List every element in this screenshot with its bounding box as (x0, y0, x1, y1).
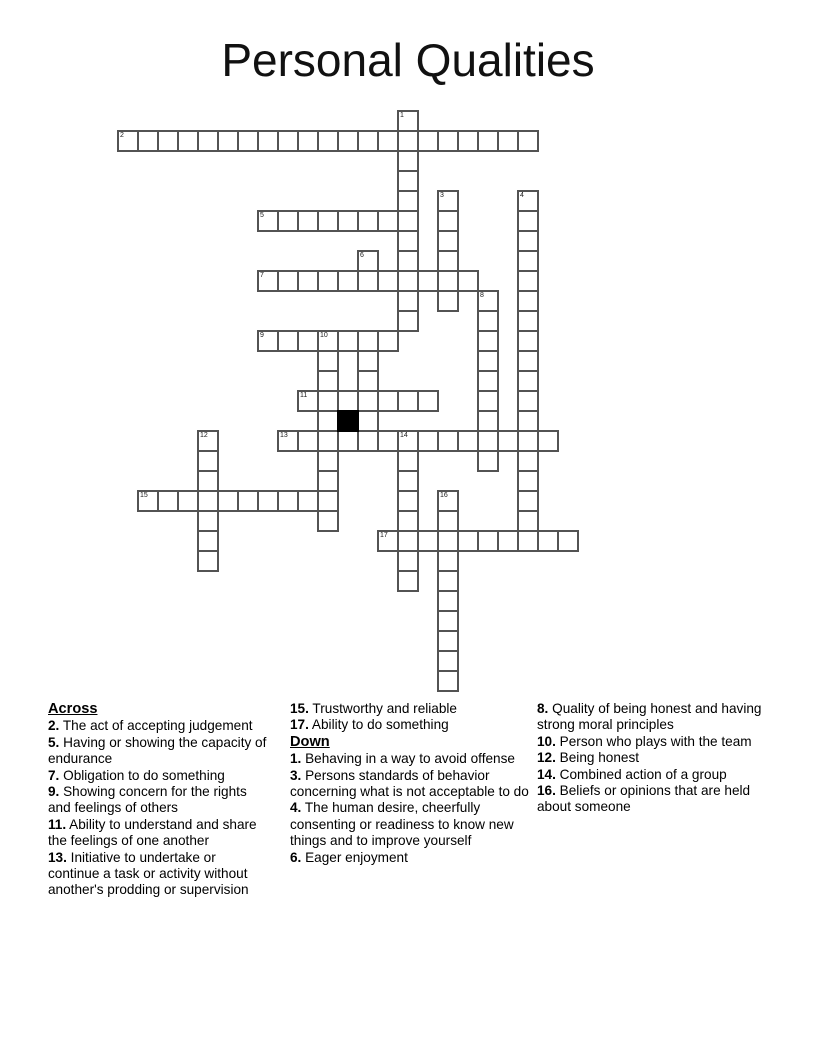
grid-cell[interactable] (357, 410, 379, 432)
clue-text: Combined action of a group (555, 766, 727, 782)
grid-cell[interactable] (397, 130, 419, 152)
cell-number: 12 (200, 432, 208, 439)
grid-cell[interactable] (357, 390, 379, 412)
grid-cell[interactable] (377, 430, 399, 452)
grid-cell[interactable] (517, 330, 539, 352)
grid-cell[interactable] (297, 490, 319, 512)
grid-cell[interactable] (357, 250, 379, 272)
grid-cell[interactable] (317, 430, 339, 452)
grid-cell[interactable] (477, 390, 499, 412)
grid-cell[interactable] (277, 490, 299, 512)
grid-cell[interactable] (437, 270, 459, 292)
cell-number: 10 (320, 332, 328, 339)
grid-cell[interactable] (177, 130, 199, 152)
clue-text: Quality of being honest and having strong moral principles (537, 701, 762, 733)
grid-cell[interactable] (297, 130, 319, 152)
grid-cell[interactable] (357, 430, 379, 452)
grid-cell[interactable] (257, 490, 279, 512)
grid-cell[interactable] (397, 510, 419, 532)
grid-cell[interactable] (497, 130, 519, 152)
grid-cell[interactable] (317, 510, 339, 532)
grid-cell[interactable] (437, 430, 459, 452)
clue-item (48, 768, 268, 784)
grid-cell[interactable] (377, 390, 399, 412)
clue-text: Behaving in a way to avoid offense (301, 751, 515, 767)
grid-cell[interactable] (337, 390, 359, 412)
clue-number: 7. (48, 767, 60, 783)
clue-number: 17. (290, 717, 309, 733)
clue-number: 16. (537, 783, 556, 799)
clue-item (290, 850, 530, 866)
grid-cell[interactable] (437, 670, 459, 692)
clue-number: 14. (537, 766, 556, 782)
cell-number: 16 (440, 492, 448, 499)
clue-item (290, 768, 530, 801)
grid-cell[interactable] (497, 430, 519, 452)
grid-cell[interactable] (317, 490, 339, 512)
grid-cell[interactable] (297, 330, 319, 352)
across-header: Across (48, 701, 98, 717)
grid-cell[interactable] (557, 530, 579, 552)
grid-cell[interactable] (437, 490, 459, 512)
clue-text: Being honest (555, 750, 640, 766)
cell-number: 9 (260, 332, 264, 339)
grid-cell[interactable] (117, 130, 139, 152)
clue-item (537, 734, 763, 750)
grid-cell[interactable] (177, 490, 199, 512)
cell-number: 4 (520, 192, 524, 199)
grid-cell[interactable] (197, 450, 219, 472)
grid-cell[interactable] (417, 530, 439, 552)
grid-cell[interactable] (517, 290, 539, 312)
grid-cell[interactable] (517, 350, 539, 372)
grid-cell[interactable] (437, 570, 459, 592)
clue-text: The act of accepting judgement (59, 718, 253, 734)
grid-cell[interactable] (477, 330, 499, 352)
clue-number: 9. (48, 784, 60, 800)
clue-text: Initiative to undertake or continue a task or activity without another's prodding or supervision (48, 849, 249, 898)
grid-cell[interactable] (277, 130, 299, 152)
cell-number: 14 (400, 432, 408, 439)
clue-item (48, 718, 268, 734)
down-header: Down (290, 733, 330, 750)
grid-cell[interactable] (397, 190, 419, 212)
grid-cell[interactable] (277, 430, 299, 452)
grid-cell[interactable] (477, 410, 499, 432)
grid-cell[interactable] (217, 490, 239, 512)
clue-item (48, 817, 268, 850)
grid-cell[interactable] (257, 330, 279, 352)
clue-text: Ability to understand and share the feelings of one another (48, 816, 257, 849)
grid-cell[interactable] (197, 510, 219, 532)
clue-item (290, 701, 530, 717)
grid-cell[interactable] (477, 430, 499, 452)
grid-cell[interactable] (317, 390, 339, 412)
clue-item (48, 850, 268, 899)
grid-cell[interactable] (397, 450, 419, 472)
grid-cell[interactable] (397, 270, 419, 292)
cell-number: 8 (480, 292, 484, 299)
grid-cell[interactable] (317, 370, 339, 392)
grid-cell[interactable] (477, 450, 499, 472)
cell-number: 7 (260, 272, 264, 279)
grid-cell[interactable] (377, 530, 399, 552)
grid-cell[interactable] (397, 470, 419, 492)
grid-cell[interactable] (277, 330, 299, 352)
grid-cell[interactable] (477, 130, 499, 152)
grid-cell[interactable] (417, 430, 439, 452)
grid-cell[interactable] (337, 210, 359, 232)
grid-cell[interactable] (437, 610, 459, 632)
clue-number: 2. (48, 718, 60, 734)
grid-cell[interactable] (457, 130, 479, 152)
grid-cell[interactable] (517, 530, 539, 552)
grid-cell[interactable] (397, 290, 419, 312)
grid-cell[interactable] (437, 650, 459, 672)
grid-cell[interactable] (317, 270, 339, 292)
grid-cell[interactable] (237, 130, 259, 152)
clue-item (290, 717, 530, 733)
grid-cell[interactable] (357, 270, 379, 292)
grid-cell[interactable] (257, 210, 279, 232)
grid-cell[interactable] (377, 270, 399, 292)
grid-cell[interactable] (337, 330, 359, 352)
clue-item (290, 800, 530, 849)
grid-cell[interactable] (417, 130, 439, 152)
clue-text: Obligation to do something (59, 767, 225, 783)
grid-cell[interactable] (317, 210, 339, 232)
blocked-cell (337, 410, 359, 432)
grid-cell[interactable] (317, 450, 339, 472)
grid-cell[interactable] (157, 130, 179, 152)
cell-number: 17 (380, 532, 388, 539)
cell-number: 13 (280, 432, 288, 439)
grid-cell[interactable] (257, 270, 279, 292)
clue-item (48, 735, 268, 768)
grid-cell[interactable] (497, 530, 519, 552)
grid-cell[interactable] (477, 530, 499, 552)
clue-number: 1. (290, 751, 302, 767)
grid-cell[interactable] (397, 530, 419, 552)
grid-cell[interactable] (517, 210, 539, 232)
grid-cell[interactable] (517, 470, 539, 492)
clue-number: 5. (48, 734, 60, 750)
grid-cell[interactable] (437, 130, 459, 152)
grid-cell[interactable] (357, 370, 379, 392)
grid-cell[interactable] (517, 390, 539, 412)
grid-cell[interactable] (517, 270, 539, 292)
cell-number: 1 (400, 112, 404, 119)
clue-text: The human desire, cheerfully consenting or readiness to know new things and to improve yourself (290, 800, 514, 849)
grid-cell[interactable] (437, 250, 459, 272)
grid-cell[interactable] (397, 390, 419, 412)
grid-cell[interactable] (337, 130, 359, 152)
grid-cell[interactable] (337, 430, 359, 452)
grid-cell[interactable] (197, 530, 219, 552)
cell-number: 5 (260, 212, 264, 219)
grid-cell[interactable] (517, 230, 539, 252)
grid-cell[interactable] (357, 330, 379, 352)
grid-cell[interactable] (437, 530, 459, 552)
clue-text: Eager enjoyment (301, 849, 408, 865)
clue-number: 15. (290, 701, 309, 716)
clue-column-2 (290, 701, 530, 866)
puzzle-title: Personal Qualities (221, 34, 595, 86)
clue-text: Having or showing the capacity of endurance (48, 734, 267, 767)
grid-cell[interactable] (297, 390, 319, 412)
grid-cell[interactable] (357, 350, 379, 372)
clue-item (537, 767, 763, 783)
grid-cell[interactable] (517, 310, 539, 332)
cell-number: 6 (360, 252, 364, 259)
clue-column-1 (48, 701, 268, 899)
grid-cell[interactable] (537, 430, 559, 452)
grid-cell[interactable] (397, 170, 419, 192)
grid-cell[interactable] (437, 510, 459, 532)
grid-cell[interactable] (397, 230, 419, 252)
grid-cell[interactable] (437, 230, 459, 252)
grid-cell[interactable] (397, 250, 419, 272)
grid-cell[interactable] (297, 210, 319, 232)
clue-item (48, 784, 268, 817)
grid-cell[interactable] (397, 550, 419, 572)
grid-cell[interactable] (397, 430, 419, 452)
grid-cell[interactable] (137, 130, 159, 152)
clue-text: Showing concern for the rights and feelings of others (48, 784, 247, 816)
grid-cell[interactable] (517, 250, 539, 272)
clue-item (537, 701, 763, 734)
grid-cell[interactable] (417, 390, 439, 412)
grid-cell[interactable] (417, 270, 439, 292)
grid-cell[interactable] (477, 370, 499, 392)
grid-cell[interactable] (397, 110, 419, 132)
grid-cell[interactable] (277, 270, 299, 292)
grid-cell[interactable] (517, 450, 539, 472)
cell-number: 3 (440, 192, 444, 199)
grid-cell[interactable] (457, 270, 479, 292)
grid-cell[interactable] (277, 210, 299, 232)
grid-cell[interactable] (357, 130, 379, 152)
grid-cell[interactable] (377, 330, 399, 352)
grid-cell[interactable] (477, 350, 499, 372)
grid-cell[interactable] (457, 530, 479, 552)
grid-cell[interactable] (517, 370, 539, 392)
clue-item (537, 750, 763, 766)
grid-cell[interactable] (197, 550, 219, 572)
grid-cell[interactable] (437, 190, 459, 212)
grid-cell[interactable] (217, 130, 239, 152)
clue-number: 13. (48, 849, 67, 865)
grid-cell[interactable] (257, 130, 279, 152)
grid-cell[interactable] (477, 310, 499, 332)
grid-cell[interactable] (397, 150, 419, 172)
clue-text: Trustworthy and reliable (308, 701, 457, 716)
clue-number: 11. (48, 816, 67, 832)
grid-cell[interactable] (337, 270, 359, 292)
grid-cell[interactable] (197, 130, 219, 152)
clue-number: 6. (290, 849, 302, 865)
grid-cell[interactable] (237, 490, 259, 512)
grid-cell[interactable] (197, 430, 219, 452)
grid-cell[interactable] (397, 570, 419, 592)
grid-cell[interactable] (137, 490, 159, 512)
grid-cell[interactable] (377, 130, 399, 152)
grid-cell[interactable] (537, 530, 559, 552)
grid-cell[interactable] (397, 210, 419, 232)
grid-cell[interactable] (317, 470, 339, 492)
grid-cell[interactable] (197, 470, 219, 492)
grid-cell[interactable] (317, 130, 339, 152)
grid-cell[interactable] (517, 510, 539, 532)
clue-text: Beliefs or opinions that are held about someone (537, 783, 751, 815)
grid-cell[interactable] (517, 410, 539, 432)
clue-text: Person who plays with the team (555, 733, 752, 749)
cell-number: 11 (300, 392, 308, 399)
clue-number: 3. (290, 767, 302, 783)
clue-column-3 (537, 701, 763, 816)
grid-cell[interactable] (297, 430, 319, 452)
grid-cell[interactable] (437, 630, 459, 652)
grid-cell[interactable] (397, 310, 419, 332)
clue-text: Ability to do something (308, 717, 449, 733)
clue-number: 12. (537, 750, 556, 766)
grid-cell[interactable] (517, 190, 539, 212)
grid-cell[interactable] (477, 290, 499, 312)
grid-cell[interactable] (357, 210, 379, 232)
grid-cell[interactable] (397, 490, 419, 512)
grid-cell[interactable] (457, 430, 479, 452)
cell-number: 15 (140, 492, 148, 499)
grid-cell[interactable] (437, 210, 459, 232)
grid-cell[interactable] (317, 350, 339, 372)
grid-cell[interactable] (297, 270, 319, 292)
grid-cell[interactable] (517, 430, 539, 452)
clue-number: 4. (290, 800, 302, 816)
grid-cell[interactable] (197, 490, 219, 512)
grid-cell[interactable] (157, 490, 179, 512)
grid-cell[interactable] (517, 130, 539, 152)
clue-item (290, 751, 530, 767)
grid-cell[interactable] (517, 490, 539, 512)
grid-cell[interactable] (437, 550, 459, 572)
clue-number: 10. (537, 733, 556, 749)
grid-cell[interactable] (317, 330, 339, 352)
cell-number: 2 (120, 132, 124, 139)
clue-item (537, 783, 763, 816)
clue-text: Persons standards of behavior concerning what is not acceptable to do (290, 767, 529, 800)
grid-cell[interactable] (377, 210, 399, 232)
clue-number: 8. (537, 701, 549, 716)
grid-cell[interactable] (437, 590, 459, 612)
grid-cell[interactable] (317, 410, 339, 432)
grid-cell[interactable] (437, 290, 459, 312)
